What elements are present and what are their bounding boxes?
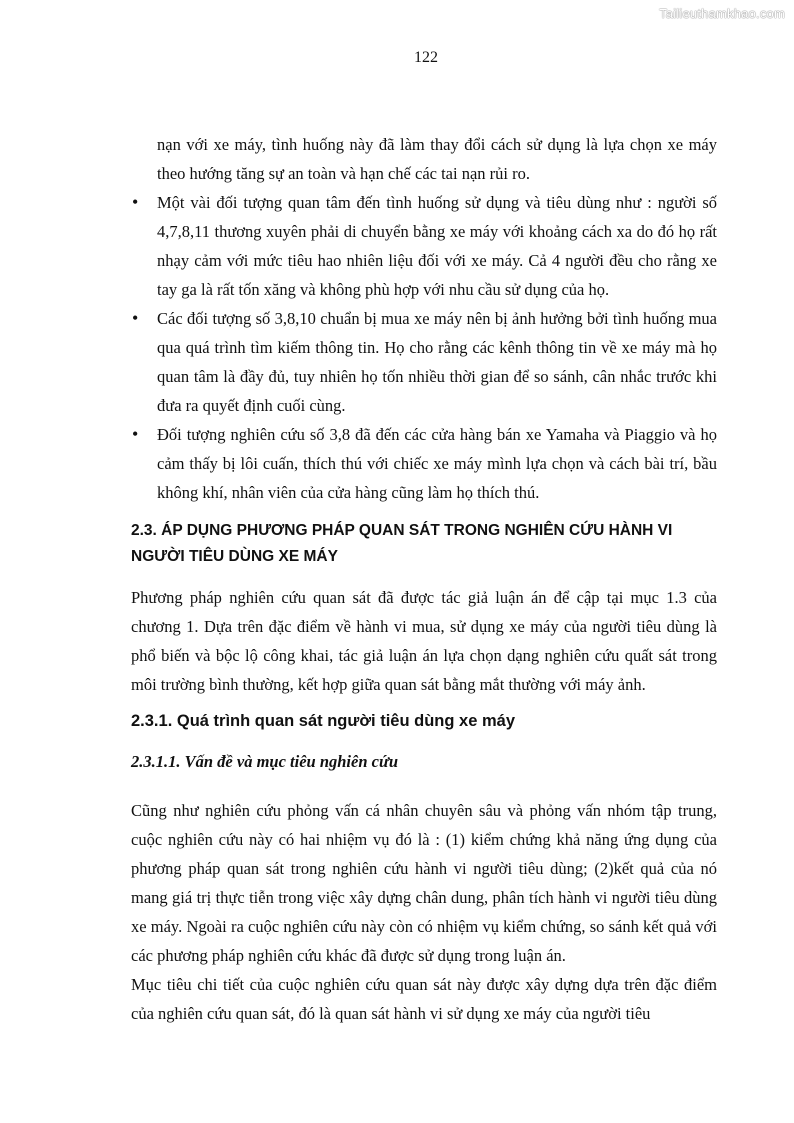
body-paragraph: Cũng như nghiên cứu phỏng vấn cá nhân chuyên sâu và phỏng vấn nhóm tập trung, cuộc nghiên cứu này có hai nhiệm vụ đó là : (1) kiểm chứng khả năng ứng dụng của phương pháp quan sát trong nghiên cứu hành vi người tiêu dùng; (2)kết quả của nó mang giá trị thực tiễn trong việc xây dựng chân dung, phân tích hành vi người tiêu dùng xe máy. Ngoài ra cuộc nghiên cứu này còn có nhiệm vụ kiểm chứng, so sánh kết quả với các phương pháp nghiên cứu khác đã được sử dụng trong luận án. <box>131 801 717 966</box>
section-heading: 2.3. ÁP DỤNG PHƯƠNG PHÁP QUAN SÁT TRONG NGHIÊN CỨU HÀNH VI NGƯỜI TIÊU DÙNG XE MÁY <box>131 522 673 565</box>
page-number: 122 <box>414 49 438 66</box>
section-paragraph: Phương pháp nghiên cứu quan sát đã được tác giả luận án để cập tại mục 1.3 của chương 1. Dựa trên đặc điểm về hành vi mua, sử dụng xe máy của người tiêu dùng là phổ biến và bộc lộ công khai, tác giả luận án lựa chọn dạng nghiên cứu quất sát trong môi trường bình thường, kết hợp giữa quan sát bằng mắt thường với máy ảnh. <box>131 587 717 694</box>
subsection-heading: 2.3.1. Quá trình quan sát người tiêu dùng xe máy <box>131 711 515 730</box>
body-paragraph: Mục tiêu chi tiết của cuộc nghiên cứu quan sát này được xây dựng dựa trên đặc điểm của nghiên cứu quan sát, đó là quan sát hành vi sử dụng xe máy của người tiêu <box>131 975 717 1024</box>
list-item: • Một vài đối tượng quan tâm đến tình huống sử dụng và tiêu dùng như : người số 4,7,8,11 thương xuyên phải di chuyển bằng xe máy với khoảng cách xa do đó họ rất nhạy cảm với mức tiêu hao nhiên liệu đối với xe máy. Cả 4 người đều cho rằng xe tay ga là rất tốn xăng và không phù hợp với nhu cầu sử dụng của họ. <box>131 188 717 304</box>
document-body <box>131 130 717 1028</box>
list-item: • Đối tượng nghiên cứu số 3,8 đã đến các cửa hàng bán xe Yamaha và Piaggio và họ cảm thấy bị lôi cuấn, thích thú với chiếc xe máy mình lựa chọn và cách bài trí, bầu không khí, nhân viên của cửa hàng cũng làm họ thích thú. <box>131 420 717 507</box>
continuation-paragraph: nạn với xe máy, tình huống này đã làm thay đổi cách sử dụng là lựa chọn xe máy theo hướng tăng sự an toàn và hạn chế các tai nạn rủi ro. <box>157 135 717 183</box>
list-item: • Các đối tượng số 3,8,10 chuẩn bị mua xe máy nên bị ảnh hưởng bởi tình huống mua qua quá trình tìm kiếm thông tin. Họ cho rằng các kênh thông tin về xe máy mà họ quan tâm là đầy đủ, tuy nhiên họ tốn nhiều thời gian để so sánh, cân nhắc trước khi đưa ra quyết định cuối cùng. <box>131 304 717 420</box>
subsubsection-heading: 2.3.1.1. Vấn đề và mục tiêu nghiên cứu <box>131 752 399 772</box>
bullet-list <box>131 188 717 507</box>
watermark-text: Tailieuthamkhao.com <box>659 6 785 21</box>
